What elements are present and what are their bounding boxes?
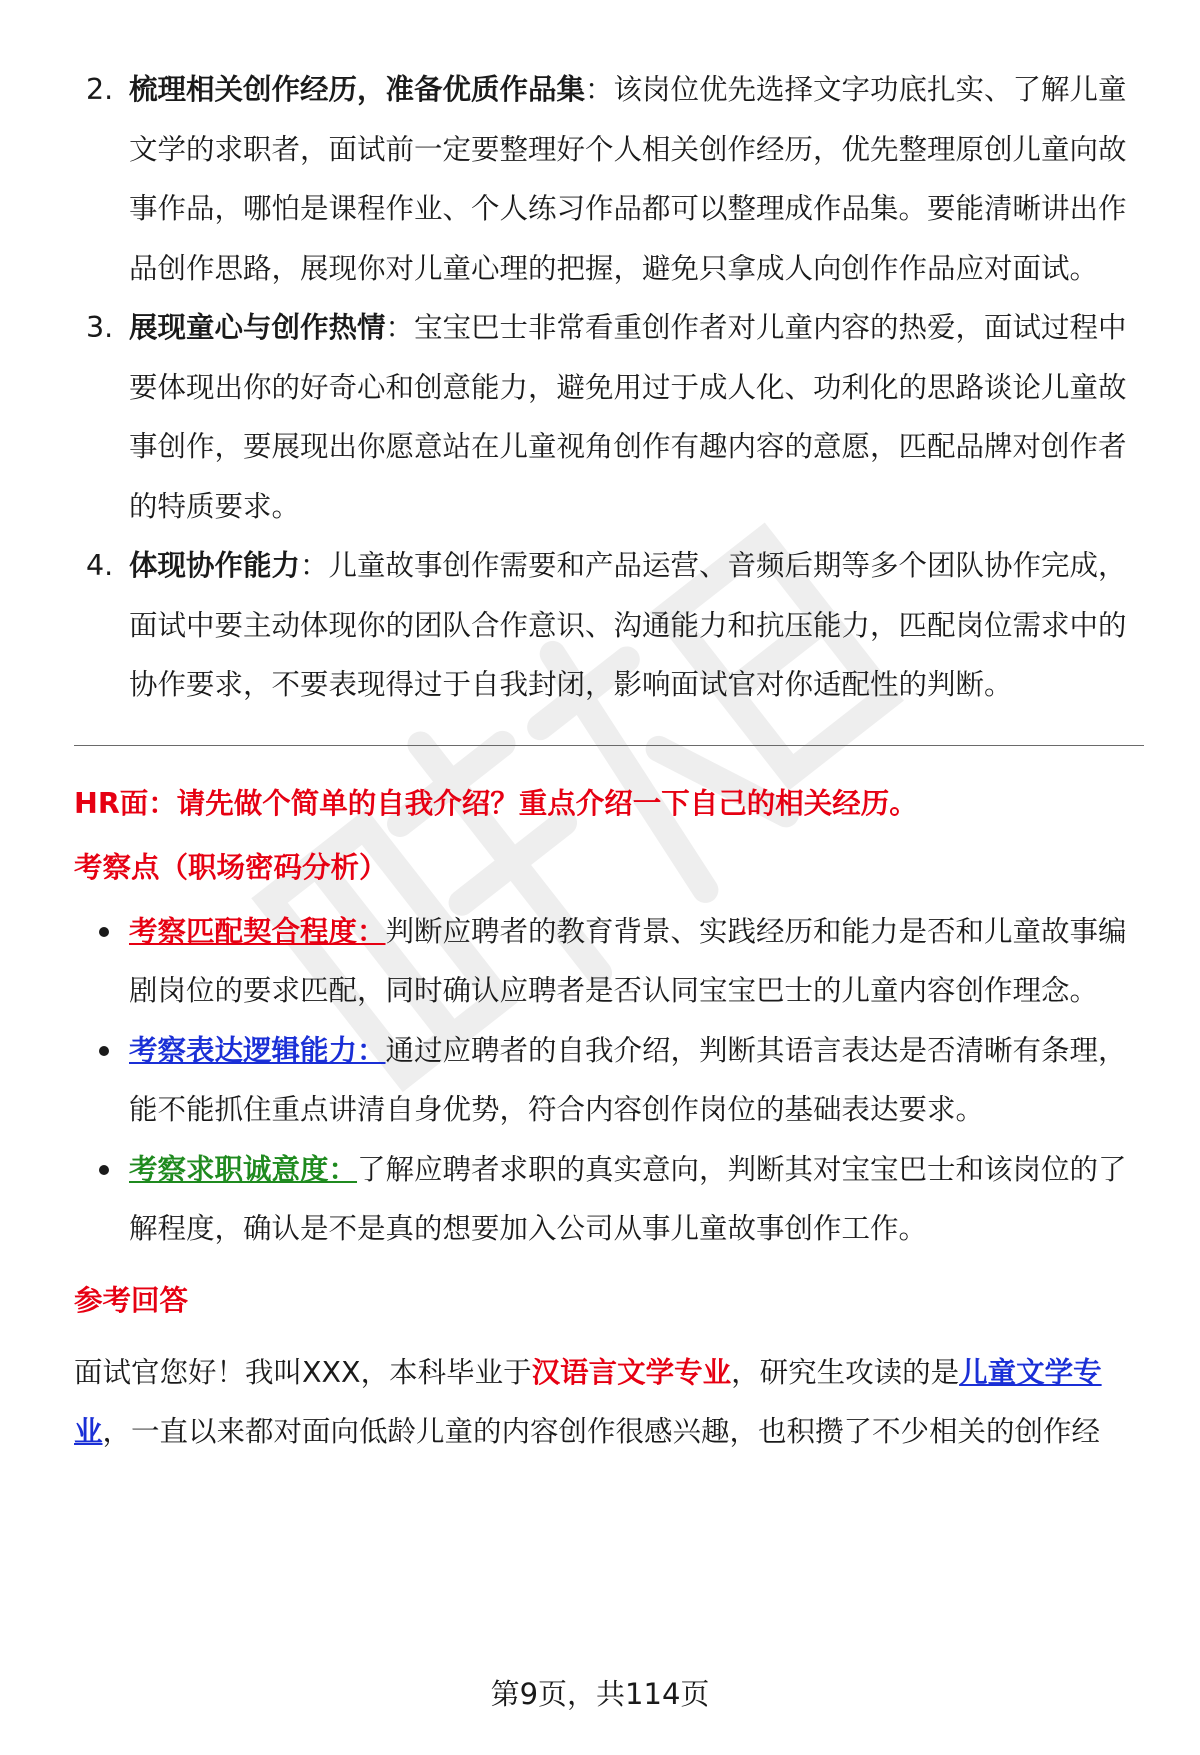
list-item-text: ：儿童故事创作需要和产品运营、音频后期等多个团队协作完成，面试中要主动体现你的团队合作意识、沟通能力和抗压能力，匹配岗位需求中的协作要求，不要表现得过于自我封闭，影响面试官对你适配性的判断。 bbox=[129, 549, 1127, 701]
list-number: 2. bbox=[86, 73, 114, 106]
point-text: 了解应聘者求职的真实意向，判断其对宝宝巴士和该岗位的了解程度，确认是不是真的想要加入公司从事儿童故事创作工作。 bbox=[129, 1152, 1127, 1245]
section-divider bbox=[74, 745, 1144, 746]
point-text: 判断应聘者的教育背景、实践经历和能力是否和儿童故事编剧岗位的要求匹配，同时确认应聘者是否认同宝宝巴士的儿童内容创作理念。 bbox=[129, 914, 1127, 1007]
point-text: 通过应聘者的自我介绍，判断其语言表达是否清晰有条理，能不能抓住重点讲清自身优势，符合内容创作岗位的基础表达要求。 bbox=[129, 1033, 1127, 1126]
point-label: 考察匹配契合程度： bbox=[129, 914, 386, 948]
list-item bbox=[74, 902, 1144, 1021]
point-label: 考察表达逻辑能力： bbox=[129, 1033, 386, 1067]
list-number: 3. bbox=[86, 311, 114, 344]
interview-question: HR面：请先做个简单的自我介绍？重点介绍一下自己的相关经历。 bbox=[74, 786, 918, 820]
document-page bbox=[74, 60, 1144, 1462]
point-label: 考察求职诚意度： bbox=[129, 1152, 358, 1186]
list-item-title: 体现协作能力 bbox=[129, 549, 301, 582]
bullet-icon bbox=[99, 1165, 109, 1175]
answer-paragraph bbox=[74, 1343, 1144, 1462]
list-item-text: ：该岗位优先选择文字功底扎实、了解儿童文学的求职者，面试前一定要整理好个人相关创作经历，优先整理原创儿童向故事作品，哪怕是课程作业、个人练习作品都可以整理成作品集。要能清晰讲出作品创作思路，展现你对儿童心理的把握，避免只拿成人向创作作品应对面试。 bbox=[129, 73, 1127, 285]
list-item bbox=[74, 536, 1144, 715]
page-footer: 第9页，共114页 bbox=[490, 1677, 710, 1711]
list-item-text: ：宝宝巴士非常看重创作者对儿童内容的热爱，面试过程中要体现出你的好奇心和创意能力，避免用过于成人化、功利化的思路谈论儿童故事创作，要展现出你愿意站在儿童视角创作有趣内容的意愿，匹配品牌对创作者的特质要求。 bbox=[129, 311, 1127, 523]
answer-highlight: 儿童文学专业 bbox=[74, 1355, 1102, 1448]
list-item-title: 展现童心与创作热情 bbox=[129, 311, 386, 344]
bullet-icon bbox=[99, 1046, 109, 1056]
points-heading: 考察点（职场密码分析） bbox=[74, 850, 388, 884]
answer-heading: 参考回答 bbox=[74, 1283, 189, 1317]
answer-text: 面试官您好！我叫XXX，本科毕业于 bbox=[74, 1355, 532, 1389]
list-item bbox=[74, 1140, 1144, 1259]
list-item bbox=[74, 1021, 1144, 1140]
bullet-icon bbox=[99, 927, 109, 937]
list-item-title: 梳理相关创作经历，准备优质作品集 bbox=[129, 73, 586, 106]
list-number: 4. bbox=[86, 549, 114, 582]
answer-highlight: 汉语言文学专业 bbox=[531, 1355, 732, 1389]
answer-text: ，研究生攻读的是 bbox=[731, 1355, 960, 1389]
answer-text: ，一直以来都对面向低龄儿童的内容创作很感兴趣，也积攒了不少相关的创作经 bbox=[102, 1415, 1101, 1448]
list-item bbox=[74, 60, 1144, 298]
list-item bbox=[74, 298, 1144, 536]
